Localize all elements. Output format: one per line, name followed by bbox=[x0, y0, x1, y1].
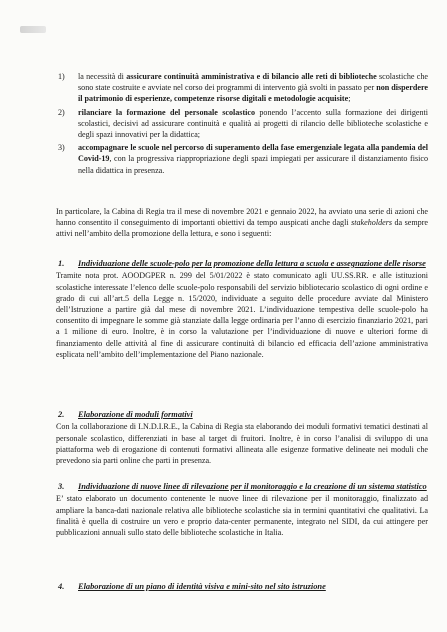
section-3 bbox=[56, 481, 428, 538]
section-title bbox=[56, 409, 428, 420]
section-title bbox=[56, 481, 428, 492]
section-body: Tramite nota prot. AOODGPER n. 299 del 5/01/2022 è stato comunicato agli UU.SS.RR. e alle istituzioni scolastiche interessate l’elenco delle scuole-polo responsabili del servizio bibliotecario scolastico di ogni ordine e grado di cui all’art.5 della Legge n. 15/2020, individuate a seguito delle procedure avviate dal Ministero dell’Istruzione a partire già dal mese di novembre 2021. L’individuazione tempestiva delle scuole-polo ha consentito di impegnare le somme già stanziate dalla legge ordinaria per l’anno di esercizio finanziario 2021, pari a 1 milione di euro. Inoltre, è in corso la valutazione per l’individuazione di nuove e ulteriori forme di finanziamento delle attività al fine di assicurare continuità di bilancio ed efficacia dell’azione amministrativa esplicata nell’ambito dell’implementazione del Piano nazionale. bbox=[56, 271, 428, 359]
bold-text-run: non disperdere il patrimonio di esperienze, competenze risorse digitali e metodologie acquisite bbox=[78, 83, 429, 104]
section-4 bbox=[56, 581, 428, 592]
text-run: da sempre attivi nell’ambito della promozione della lettura, e sono i seguenti: bbox=[56, 218, 429, 239]
bold-text-run: accompagnare le scuole nel percorso di superamento della fase emergenziale legata alla pandemia del Covid-19 bbox=[78, 143, 428, 164]
section-body: Con la collaborazione di I.N.D.I.R.E., la Cabina di Regia sta elaborando dei moduli formativi tematici destinati al personale scolastico, differenziati in base al target di fruitori. Inoltre, è in corso l’analisi di sviluppo di una piattaforma web di erogazione di contenuti formativi allineata alle esigenze formative delineate nei moduli che prevedono sia parti online che parti in presenza. bbox=[56, 422, 428, 466]
section-body: E’ stato elaborato un documento contenente le nuove linee di rilevazione per il monitoraggio, finalizzato ad ampliare la banca-dati nazionale relativa alle biblioteche scolastiche sia in termini quantitativi che qualitativi. La finalità è quella di costruire un vero e proprio data-center permanente, integrato nel SIDI, da cui attingere per pubblicazioni annuali sullo stato delle biblioteche scolastiche in Italia. bbox=[56, 494, 428, 538]
intro-list-item bbox=[56, 107, 428, 141]
intro-list bbox=[56, 71, 428, 178]
section-number: 1. bbox=[58, 259, 65, 268]
text-run: ponendo l’accento sulla formazione dei dirigenti scolastici, decisivi ad assicurare continuità e qualità ai progetti di rilancio delle biblioteche scolastiche e degli spazi innovativi per la didattica; bbox=[78, 107, 428, 140]
section-title bbox=[56, 581, 428, 592]
section-title-text: Individuazione delle scuole-polo per la promozione della lettura a scuola e assegnazione delle risorse bbox=[78, 259, 426, 268]
section-title-text: Elaborazione di moduli formativi bbox=[78, 410, 193, 419]
section-number: 2. bbox=[58, 410, 65, 419]
section-title-text: Individuazione di nuove linee di rilevazione per il monitoraggio e la creazione di un sistema statistico bbox=[78, 482, 427, 491]
list-number: 1) bbox=[58, 72, 65, 81]
text-run: la necessità di bbox=[78, 72, 127, 81]
intro-list-item bbox=[56, 71, 428, 105]
text-run: ; bbox=[348, 94, 351, 104]
section-title bbox=[56, 258, 428, 269]
bold-text-run: assicurare continuità amministrativa e di bilancio alle reti di biblioteche bbox=[126, 72, 377, 81]
section-2 bbox=[56, 409, 428, 466]
intro-list-item bbox=[56, 142, 428, 176]
bold-text-run: rilanciare la formazione del personale scolastico bbox=[78, 107, 256, 117]
section-number: 4. bbox=[58, 582, 65, 591]
text-run: In particolare, la Cabina di Regia tra il mese di novembre 2021 e gennaio 2022, ha avviato una serie di azioni che hanno consentito il conseguimento di importanti obiettivi da tempo auspicati anche dagli bbox=[56, 207, 428, 228]
scan-artifact-mark bbox=[20, 26, 46, 33]
italic-text-run: stakeholders bbox=[351, 218, 393, 228]
list-number: 2) bbox=[58, 107, 65, 117]
text-run: scolastiche che sono state costruite e avviate nel corso dei programmi di intervento già svolti in passato per bbox=[78, 72, 429, 93]
section-number: 3. bbox=[58, 482, 65, 491]
section-1 bbox=[56, 258, 428, 360]
text-run: , con la progressiva riappropriazione degli spazi impiegati per assicurare il distanziamento fisico nella didattica in presenza. bbox=[78, 154, 428, 175]
list-number: 3) bbox=[58, 143, 65, 153]
section-title-text: Elaborazione di un piano di identità visiva e mini-sito nel sito istruzione bbox=[78, 582, 326, 591]
cabina-paragraph bbox=[56, 206, 428, 240]
